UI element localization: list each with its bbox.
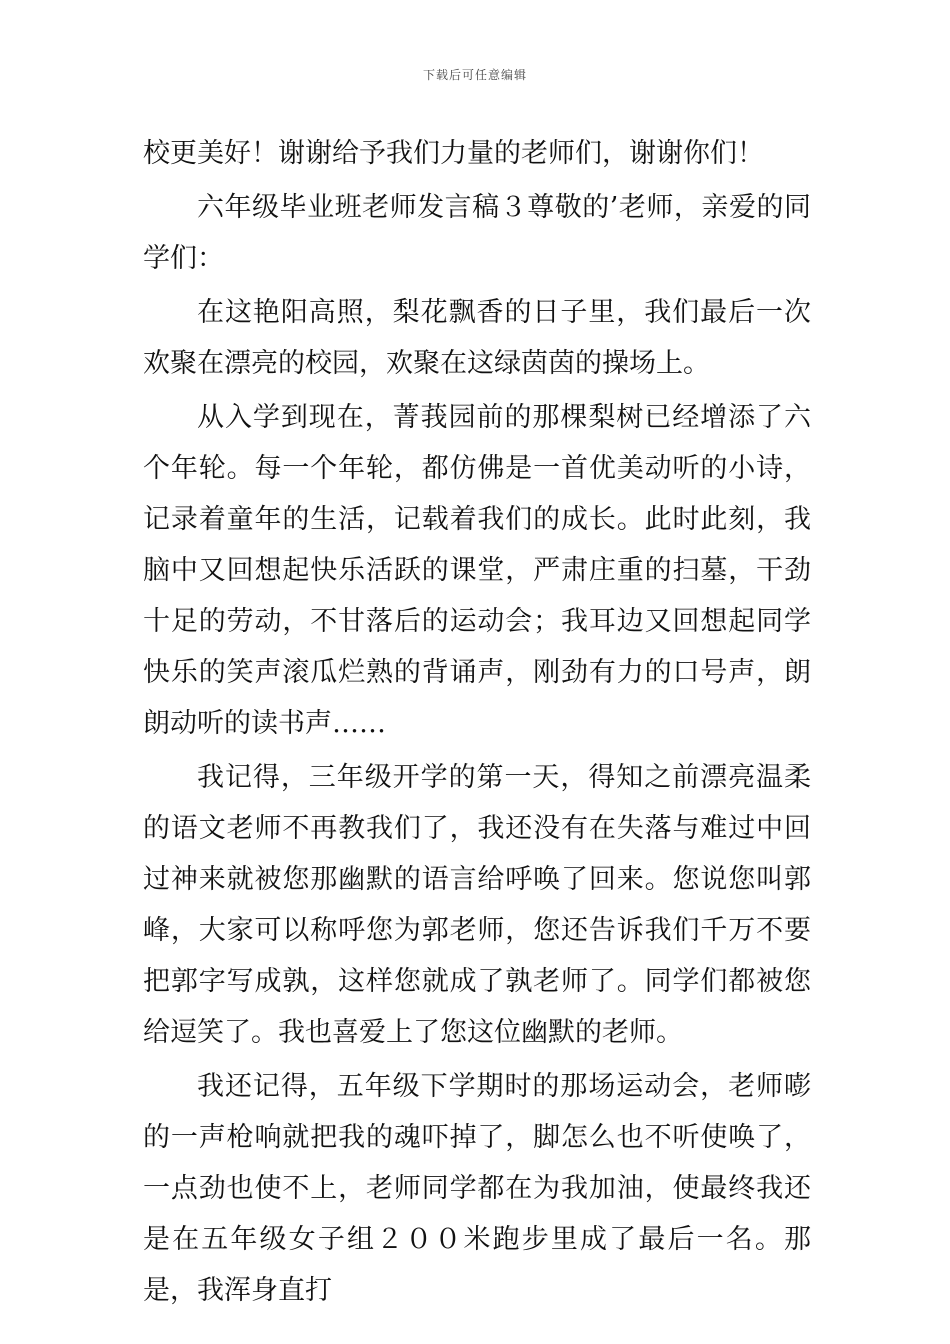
paragraph: 我还记得，五年级下学期时的那场运动会，老师嘭的一声枪响就把我的魂吓掉了，脚怎么也不听使唤了，一点劲也使不上，老师同学都在为我加油，使最终我还是在五年级女子组２００米跑步里成了最后一名。那是，我浑身直打 — [143, 1071, 811, 1306]
paragraph: 在这艳阳高照，梨花飘香的日子里，我们最后一次欢聚在漂亮的校园，欢聚在这绿茵茵的操场上。 — [143, 297, 811, 379]
header-note: 下载后可任意编辑 — [422, 68, 527, 82]
paragraph: 六年级毕业班老师发言稿３尊敬的’老师，亲爱的同学们： — [143, 192, 811, 274]
paragraph: 从入学到现在，菁莪园前的那棵梨树已经增添了六个年轮。每一个年轮，都仿佛是一首优美动听的小诗，记录着童年的生活，记载着我们的成长。此时此刻，我脑中又回想起快乐活跃的课堂，严肃庄重的扫墓，干劲十足的劳动，不甘落后的运动会；我耳边又回想起同学快乐的笑声滚瓜烂熟的背诵声，刚劲有力的口号声，朗朗动听的读书声…… — [143, 402, 811, 739]
paragraph: 我记得，三年级开学的第一天，得知之前漂亮温柔的语文老师不再教我们了，我还没有在失落与难过中回过神来就被您那幽默的语言给呼唤了回来。您说您叫郭峰，大家可以称呼您为郭老师，您还告诉我们千万不要把郭字写成孰，这样您就成了孰老师了。同学们都被您给逗笑了。我也喜爱上了您这位幽默的老师。 — [143, 762, 811, 1048]
body-text — [143, 128, 811, 1319]
paragraph: 校更美好！谢谢给予我们力量的老师们，谢谢你们！ — [143, 138, 764, 169]
